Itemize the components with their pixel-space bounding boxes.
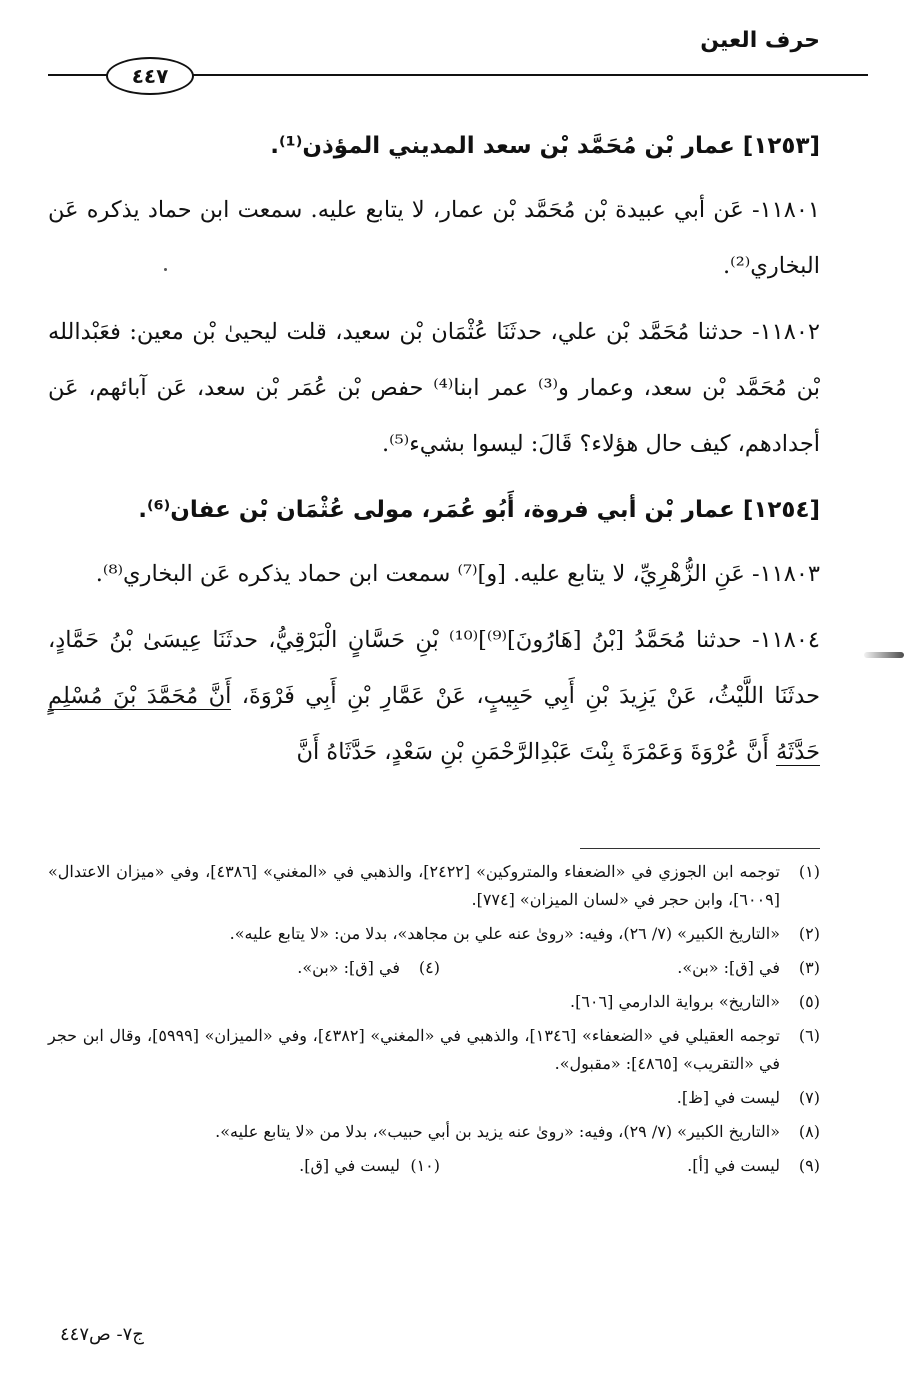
footnote-number: (١) xyxy=(798,862,820,881)
footnote xyxy=(48,858,820,914)
footnote xyxy=(440,954,820,982)
footnote xyxy=(48,1084,820,1112)
footnote-number: (٢) xyxy=(798,924,820,943)
footnote xyxy=(48,1118,820,1146)
footnote-number: (٣) xyxy=(798,958,820,977)
footnote xyxy=(48,920,820,948)
footnotes xyxy=(48,858,820,1186)
entry-heading: [١٢٥٤] عمار بْن أبي فروة، أَبُو عُمَر، مولى عُثْمَان بْن عفان⁽⁶⁾. xyxy=(138,497,820,523)
footnote xyxy=(297,954,440,982)
footnote xyxy=(48,1022,820,1078)
margin-mark xyxy=(864,652,904,658)
entry-heading: [١٢٥٣] عمار بْن مُحَمَّد بْن سعد المديني المؤذن⁽¹⁾. xyxy=(270,133,820,159)
volume-page-reference: ج٧- ص٤٤٧ xyxy=(60,1324,144,1345)
footnote-number: (٩) xyxy=(798,1156,820,1175)
footnote-text: توجمه العقيلي في «الضعفاء» [١٣٤٦]، والذهبي في «المغني» [٤٣٨٢]، وفي «الميزان» [٥٩٩٩]، وقال ابن حجر في «التقريب» [٤٨٦٥]: «مقبول». xyxy=(48,1026,781,1073)
hadith-lead: ١١٨٠٤- حدثنا مُحَمَّدُ [بْنُ [هَارُونَ]⁽⁹⁾]⁽¹⁰⁾ بْنِ حَسَّانٍ الْبَرْقِيُّ، حدثَنَا عِيسَىٰ بْنُ حَمَّادٍ، حدثَنَا اللَّيْثُ، عَنْ يَزِيدَ بْنِ أَبِي حَبِيبٍ، عَنْ عَمَّارِ بْنِ أَبِي فَرْوَةَ، xyxy=(48,627,820,709)
footnote-text: ليست في [ق]. xyxy=(299,1156,400,1175)
footnote-text: في [ق]: «بن». xyxy=(297,958,400,977)
hadith-paragraph xyxy=(48,612,820,780)
chapter-title: حرف العين xyxy=(700,28,820,53)
page-number: ٤٤٧ xyxy=(131,64,169,88)
footnote xyxy=(299,1152,440,1180)
footnote-pair xyxy=(48,954,820,982)
footnote xyxy=(440,1152,820,1180)
hadith-paragraph: ١١٨٠٢- حدثنا مُحَمَّد بْن علي، حدثَنَا عُثْمَان بْن سعيد، قلت ليحيىٰ بْن معين: فعَبْدالله بْن مُحَمَّد بْن سعد، وعمار و⁽³⁾ عمر ابنا⁽⁴⁾ حفص بْن عُمَر بْن سعد، عَن آبائهم، عَن أجدادهم، كيف حال هؤلاء؟ قَالَ: ليسوا بشيء⁽⁵⁾. xyxy=(48,319,820,457)
footnote-text: «التاريخ الكبير» (٧/ ٢٦)، وفيه: «روىٰ عنه علي بن مجاهد»، بدلا من: «لا يتابع عليه». xyxy=(229,924,780,943)
main-text xyxy=(48,118,820,790)
footnote-text: توجمه ابن الجوزي في «الضعفاء والمتروكين» [٢٤٢٢]، والذهبي في «المغني» [٤٣٨٦]، وفي «ميزان الاعتدال» [٦٠٠٩]، وابن حجر في «لسان الميزان» [٧٧٤]. xyxy=(48,862,780,909)
footnote-number: (٦) xyxy=(798,1026,820,1045)
footnote-number: (١٠) xyxy=(410,1156,440,1175)
footnote-text: «التاريخ الكبير» (٧/ ٢٩)، وفيه: «روىٰ عنه يزيد بن أبي حبيب»، بدلا من «لا يتابع عليه». xyxy=(215,1122,780,1141)
page-number-badge xyxy=(106,57,194,95)
underlined-phrase: أَنَّ مُحَمَّدَ بْنَ مُسْلِمٍ حَدَّثَهُ xyxy=(48,683,820,765)
footnote-text: في [ق]: «بن». xyxy=(677,958,780,977)
hadith-paragraph: ١١٨٠٣- عَنِ الزُّهْرِيِّ، لا يتابع عليه. [و]⁽⁷⁾ سمعت ابن حماد يذكره عَن البخاري⁽⁸⁾. xyxy=(95,561,820,587)
footnote-text: ليست في [أ]. xyxy=(687,1156,780,1175)
footnote-pair xyxy=(48,1152,820,1180)
footnote-rule xyxy=(580,848,820,849)
footnote-number: (٧) xyxy=(798,1088,820,1107)
footnote-text: ليست في [ظ]. xyxy=(676,1088,780,1107)
hadith-paragraph: ١١٨٠١- عَن أبي عبيدة بْن مُحَمَّد بْن عمار، لا يتابع عليه. سمعت ابن حماد يذكره عَن البخاري⁽²⁾. xyxy=(48,197,820,279)
footnote-number: (٤) xyxy=(418,958,440,977)
footnote xyxy=(48,988,820,1016)
footnote-text: «التاريخ» برواية الدارمي [٦٠٦]. xyxy=(570,992,780,1011)
footnote-number: (٨) xyxy=(798,1122,820,1141)
hadith-tail: أَنَّ عُرْوَةَ وَعَمْرَةَ بِنْتَ عَبْدِالرَّحْمَنِ بْنِ سَعْدٍ، حَدَّثَاهُ أَنَّ xyxy=(296,739,769,765)
footnote-number: (٥) xyxy=(798,992,820,1011)
